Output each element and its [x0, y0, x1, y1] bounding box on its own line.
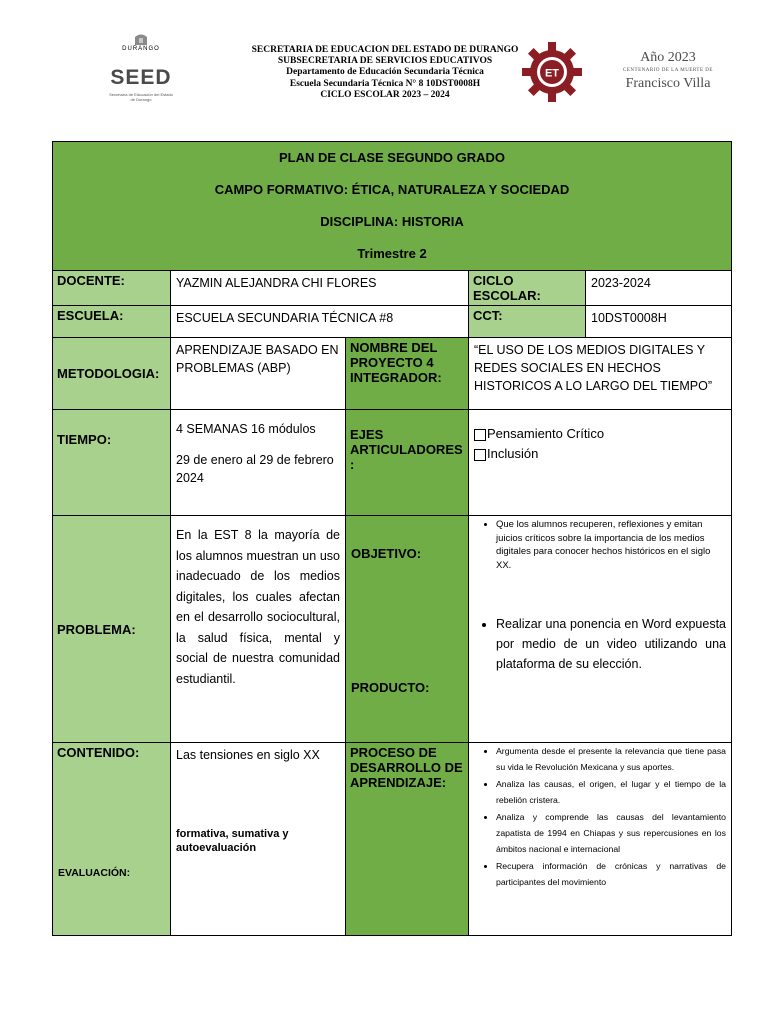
checkbox-icon [474, 449, 486, 461]
proceso-cell [469, 743, 732, 936]
contenido-evaluacion-labels [53, 743, 171, 936]
tiempo-duration: 4 SEMANAS 16 módulos [176, 422, 316, 436]
school-logo-letters: ET [544, 67, 560, 80]
cct-label: CCT: [469, 306, 586, 338]
campo-formativo: CAMPO FORMATIVO: ÉTICA, NATURALEZA Y SOCIEDAD [214, 182, 570, 197]
heading-line: Escuela Secundaria Técnica N° 8 10DST0008H [289, 78, 481, 89]
escuela-value: ESCUELA SECUNDARIA TÉCNICA #8 [171, 306, 469, 338]
seed-logo-small: DURANGO [122, 46, 160, 52]
proyecto-value: “EL USO DE LOS MEDIOS DIGITALES Y REDES SOCIALES EN HECHOS HISTORICOS A LO LARGO DEL TIEMPO” [469, 338, 732, 410]
heading-line: SUBSECRETARIA DE SERVICIOS EDUCATIVOS [277, 56, 493, 67]
page-header [0, 0, 768, 120]
proceso-label: PROCESO DE DESARROLLO DE APRENDIZAJE: [346, 743, 469, 936]
producto-item: • Realizar una ponencia en Word expuesta por medio de un video utilizando una plataforma de su elección. [496, 614, 726, 674]
villa-subtitle: CENTENARIO DE LA MUERTE DE [623, 68, 713, 73]
proceso-item: • Analiza las causas, el origen, el lugar y el tiempo de la rebelión cristera. [496, 776, 726, 809]
heading-line: Departamento de Educación Secundaria Técnica [286, 67, 484, 78]
evaluacion-value: formativa, sumativa y autoevaluación [176, 828, 289, 854]
tiempo-label: TIEMPO: [53, 410, 171, 516]
checkbox-icon [474, 429, 486, 441]
school-gear-logo-icon [520, 40, 584, 104]
ejes-label: EJES ARTICULADORES : [346, 410, 469, 516]
plan-title-block [53, 142, 732, 271]
producto-label: PRODUCTO: [351, 680, 430, 695]
proceso-list [474, 743, 726, 891]
metodologia-value: APRENDIZAJE BASADO EN PROBLEMAS (ABP) [171, 338, 346, 410]
problema-label: PROBLEMA: [53, 516, 171, 743]
docente-value: YAZMIN ALEJANDRA CHI FLORES [171, 271, 469, 306]
lesson-plan-table [52, 141, 732, 936]
seed-logo-text: SEED [110, 66, 172, 89]
metodologia-label: METODOLOGIA: [53, 338, 171, 410]
problema-value: En la EST 8 la mayoría de los alumnos muestran un uso inadecuado de los medios digitales, los cuales afectan en el desarrollo sociocultural, la salud física, mental y social de nuestra comunidad estudiantil. [171, 516, 346, 743]
proyecto-label: NOMBRE DEL PROYECTO 4 INTEGRADOR: [346, 338, 469, 410]
eje-item [474, 424, 726, 444]
objetivo-producto-labels [346, 516, 469, 743]
heading-line: SECRETARIA DE EDUCACION DEL ESTADO DE DURANGO [251, 45, 519, 55]
tiempo-dates: 29 de enero al 29 de febrero 2024 [176, 453, 334, 485]
proceso-item: • Argumenta desde el presente la relevancia que tiene pasa su vida le Revolución Mexicana y sus aportes. [496, 743, 726, 776]
villa-year: Año 2023 [640, 50, 696, 65]
evaluacion-label: EVALUACIÓN: [58, 867, 131, 879]
contenido-label: CONTENIDO: [57, 745, 140, 760]
disciplina: DISCIPLINA: HISTORIA [320, 214, 464, 229]
objetivo-label: OBJETIVO: [351, 546, 422, 561]
proceso-item: • Recupera información de crónicas y narrativas de participantes del movimiento [496, 858, 726, 891]
producto-list [474, 614, 726, 674]
objetivo-producto-cell [469, 516, 732, 743]
objetivo-item: • Que los alumnos recuperen, reflexiones y emitan juicios críticos sobre la importancia de los medios digitales para conocer hechos históricos en el siglo XX. [496, 518, 724, 572]
cct-value: 10DST0008H [586, 306, 732, 338]
ejes-cell [469, 410, 732, 516]
coat-of-arms-icon [131, 32, 151, 46]
docente-label: DOCENTE: [53, 271, 171, 306]
seed-logo-tagline: Secretaría de Educación del Estado de Durango [109, 92, 173, 102]
objetivo-list [474, 518, 724, 572]
ciclo-value: 2023-2024 [586, 271, 732, 306]
eje-label: Pensamiento Crítico [487, 426, 605, 441]
trimestre: Trimestre 2 [357, 246, 427, 261]
contenido-value: Las tensiones en siglo XX [176, 748, 320, 762]
villa-name: Francisco Villa [625, 76, 711, 91]
tiempo-cell [171, 410, 346, 516]
villa-centenary-logo [620, 44, 716, 100]
contenido-cell [171, 743, 346, 936]
ciclo-label: CICLO ESCOLAR: [469, 271, 586, 306]
seed-logo [100, 30, 182, 112]
plan-title: PLAN DE CLASE SEGUNDO GRADO [278, 150, 506, 165]
eje-item [474, 444, 726, 464]
escuela-label: ESCUELA: [53, 306, 171, 338]
proceso-item: • Analiza y comprende las causas del levantamiento zapatista de 1994 en Chiapas y sus repercusiones en los ámbitos nacional e internacional [496, 809, 726, 858]
eje-label: Inclusión [487, 446, 539, 461]
heading-line: CICLO ESCOLAR 2023 – 2024 [320, 89, 450, 100]
institution-heading [240, 45, 530, 101]
